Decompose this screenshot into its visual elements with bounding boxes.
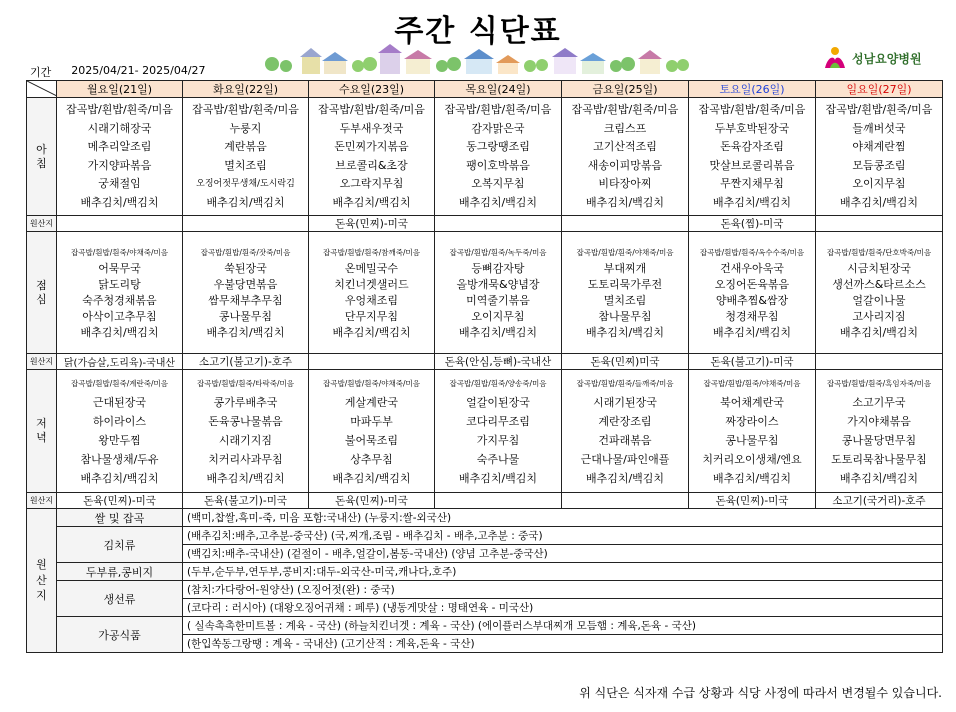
period-label: 기간 — [30, 66, 52, 79]
origin-cell — [57, 216, 183, 232]
lunch-cell-tue: 잡곡밥/흰밥/흰죽/잣죽/미음 쑥된장국 우불당면볶음 쌈무채부추무침 콩나물무침 배추김치/백김치 — [183, 232, 309, 354]
origin-cell — [435, 216, 562, 232]
origin-category: 생선류 — [57, 581, 183, 617]
origin-row-label: 원산지 — [27, 493, 57, 509]
origin-section-row — [27, 527, 943, 545]
origin-cell: 닭(가슴살,도리육)-국내산 — [57, 354, 183, 370]
breakfast-cell-thu: 잡곡밥/흰밥/흰죽/미음 감자맑은국 동그랑땡조림 팽이호박볶음 오복지무침 배추김치/백김치 — [435, 98, 562, 216]
day-header-row — [27, 81, 943, 98]
origin-value: (코다리 : 러시아) (대왕오징어귀채 : 페루) (냉동게맛살 : 명태연육 - 미국산) — [183, 599, 943, 617]
origin-value: (참치:가다랑어-원양산) (오징어젓(완) : 중국) — [183, 581, 943, 599]
village-illustration — [262, 42, 690, 76]
period-value: 2025/04/21- 2025/04/27 — [71, 64, 206, 77]
meal-label-dinner: 저 녁 — [27, 370, 57, 493]
origin-value: (두부,순두부,연두부,콩비지:대두-외국산-미국,캐나다,호주) — [183, 563, 943, 581]
origin-value: (백김치:배추-국내산) (겉절이 - 배추,얼갈이,봄동-국내산) (양념 고추분-중국산) — [183, 545, 943, 563]
breakfast-cell-fri: 잡곡밥/흰밥/흰죽/미음 크림스프 고기산적조림 새송이피망볶음 비타장아찌 배추김치/백김치 — [562, 98, 689, 216]
origin-cell — [309, 354, 435, 370]
breakfast-cell-mon: 잡곡밥/흰밥/흰죽/미음 시래기해장국 메추리알조림 가지양파볶음 궁채절임 배추김치/백김치 — [57, 98, 183, 216]
origin-value: (배추김치:배추,고추분-중국산) (국,찌개,조림 - 배추김치 - 배추,고추분 : 중국) — [183, 527, 943, 545]
origin-cell: 돈육(민찌)-미국 — [689, 493, 816, 509]
lunch-origin-row — [27, 354, 943, 370]
breakfast-cell-tue: 잡곡밥/흰밥/흰죽/미음 누룽지 계란볶음 멸치조림 오징어젓무생채/도시락김 배추김치/백김치 — [183, 98, 309, 216]
origin-cell: 돈육(민찌)-미국 — [309, 216, 435, 232]
meal-label-breakfast: 아 침 — [27, 98, 57, 216]
corner-cell — [27, 81, 57, 98]
dinner-cell-sun: 잡곡밥/흰밥/흰죽/흑임자죽/미음 소고기무국 가지야채볶음 콩나물당면무침 도토리묵참나물무침 배추김치/백김치 — [816, 370, 943, 493]
tree-icon — [265, 57, 292, 72]
day-header: 화요일(22일) — [183, 81, 309, 98]
lunch-cell-wed: 잡곡밥/흰밥/흰죽/참깨죽/미음 온메밀국수 치킨너겟샐러드 우엉채조림 단무지무침 배추김치/백김치 — [309, 232, 435, 354]
hospital-logo — [822, 46, 946, 70]
origin-cell — [435, 493, 562, 509]
lunch-cell-sun: 잡곡밥/흰밥/흰죽/단호박죽/미음 시금치된장국 생선까스&타르소스 얼갈이나물 고사리지짐 배추김치/백김치 — [816, 232, 943, 354]
origin-value: (백미,찹쌀,흑미-죽, 미음 포함:국내산) (누룽지:쌀-외국산) — [183, 509, 943, 527]
origin-cell: 돈육(민찌)-미국 — [57, 493, 183, 509]
origin-cell — [816, 354, 943, 370]
logo-text: 성남요양병원 — [852, 51, 922, 66]
origin-category: 두부류,콩비지 — [57, 563, 183, 581]
page-title: 주간 식단표 — [394, 14, 562, 49]
dinner-row — [27, 370, 943, 493]
lunch-cell-mon: 잡곡밥/흰밥/흰죽/야채죽/미음 어묵무국 닭도리탕 숙주청경채볶음 아삭이고추무침 배추김치/백김치 — [57, 232, 183, 354]
origin-cell: 돈육(민찌)미국 — [562, 354, 689, 370]
origin-cell — [562, 216, 689, 232]
origin-cell: 돈육(안심,등뼈)-국내산 — [435, 354, 562, 370]
dinner-cell-mon: 잡곡밥/흰밥/흰죽/계란죽/미음 근대된장국 하이라이스 왕만두찜 참나물생채/두유 배추김치/백김치 — [57, 370, 183, 493]
origin-cell — [562, 493, 689, 509]
lunch-cell-fri: 잡곡밥/흰밥/흰죽/야채죽/미음 부대찌개 도토리묵가루전 멸치조림 참나물무침 배추김치/백김치 — [562, 232, 689, 354]
origin-row-label: 원산지 — [27, 354, 57, 370]
origin-cell: 돈육(불고기)-미국 — [183, 493, 309, 509]
breakfast-cell-sat: 잡곡밥/흰밥/흰죽/미음 두부호박된장국 돈육감자조림 맛살브로콜리볶음 무짠지채무침 배추김치/백김치 — [689, 98, 816, 216]
lunch-row — [27, 232, 943, 354]
origin-category: 가공식품 — [57, 617, 183, 653]
origin-cell: 돈육(민찌)-미국 — [309, 493, 435, 509]
origin-section-row — [27, 617, 943, 635]
origin-cell: 돈육(찜)-미국 — [689, 216, 816, 232]
origin-section-row — [27, 509, 943, 527]
footer-note: 위 식단은 식자재 수급 상황과 식당 사정에 따라서 변경될수 있습니다. — [579, 686, 942, 700]
menu-table — [26, 80, 943, 653]
period — [30, 64, 206, 80]
meal-label-lunch: 점 심 — [27, 232, 57, 354]
breakfast-cell-sun: 잡곡밥/흰밥/흰죽/미음 들깨버섯국 야채계란찜 모듬콩조림 오이지무침 배추김치/백김치 — [816, 98, 943, 216]
origin-category: 쌀 및 잡곡 — [57, 509, 183, 527]
breakfast-row — [27, 98, 943, 216]
dinner-cell-sat: 잡곡밥/흰밥/흰죽/야채죽/미음 북어채계란국 짜장라이스 콩나물무침 치커리오이생채/엔요 배추김치/백김치 — [689, 370, 816, 493]
dinner-cell-fri: 잡곡밥/흰밥/흰죽/들깨죽/미음 시래기된장국 계란장조림 건파래볶음 근대나물/파인애플 배추김치/백김치 — [562, 370, 689, 493]
origin-value: (한입쏙동그랑땡 : 계육 - 국내산) (고기산적 : 계육,돈육 - 국산) — [183, 635, 943, 653]
origin-section-row — [27, 581, 943, 599]
dinner-cell-thu: 잡곡밥/흰밥/흰죽/양송죽/미음 얼갈이된장국 코다리무조림 가지무침 숙주나물 배추김치/백김치 — [435, 370, 562, 493]
logo-icon — [822, 46, 848, 70]
dinner-origin-row — [27, 493, 943, 509]
origin-cell — [183, 216, 309, 232]
day-header: 수요일(23일) — [309, 81, 435, 98]
origin-cell: 소고기(국거리)-호주 — [816, 493, 943, 509]
breakfast-cell-wed: 잡곡밥/흰밥/흰죽/미음 두부새우젓국 돈민찌가지볶음 브로콜리&초장 오그락지무침 배추김치/백김치 — [309, 98, 435, 216]
lunch-cell-thu: 잡곡밥/흰밥/흰죽/녹두죽/미음 등뼈감자탕 올방개묵&양념장 미역줄기볶음 오이지무침 배추김치/백김치 — [435, 232, 562, 354]
origin-cell: 소고기(불고기)-호주 — [183, 354, 309, 370]
breakfast-origin-row — [27, 216, 943, 232]
dinner-cell-wed: 잡곡밥/흰밥/흰죽/야채죽/미음 게살계란국 마파두부 불어묵조림 상추무침 배추김치/백김치 — [309, 370, 435, 493]
origin-section-row — [27, 563, 943, 581]
origin-row-label: 원산지 — [27, 216, 57, 232]
day-header-saturday: 토요일(26일) — [689, 81, 816, 98]
lunch-cell-sat: 잡곡밥/흰밥/흰죽/옥수수죽/미음 건새우아욱국 오징어돈육볶음 양배추찜&쌈장 청경채무침 배추김치/백김치 — [689, 232, 816, 354]
origin-value: ( 실속촉촉한미트볼 : 계육 - 국산) (하늘치킨너겟 : 계육 - 국산) (에이플러스부대찌개 모듬햄 : 계육,돈육 - 국산) — [183, 617, 943, 635]
day-header: 월요일(21일) — [57, 81, 183, 98]
dinner-cell-tue: 잡곡밥/흰밥/흰죽/타락죽/미음 콩가루배추국 돈육콩나물볶음 시래기지짐 치커리사과무침 배추김치/백김치 — [183, 370, 309, 493]
origin-cell: 돈육(불고기)-미국 — [689, 354, 816, 370]
day-header: 목요일(24일) — [435, 81, 562, 98]
origin-cell — [816, 216, 943, 232]
origin-category: 김치류 — [57, 527, 183, 563]
day-header: 금요일(25일) — [562, 81, 689, 98]
day-header-sunday: 일요일(27일) — [816, 81, 943, 98]
origin-section-label: 원 산 지 — [27, 509, 57, 653]
